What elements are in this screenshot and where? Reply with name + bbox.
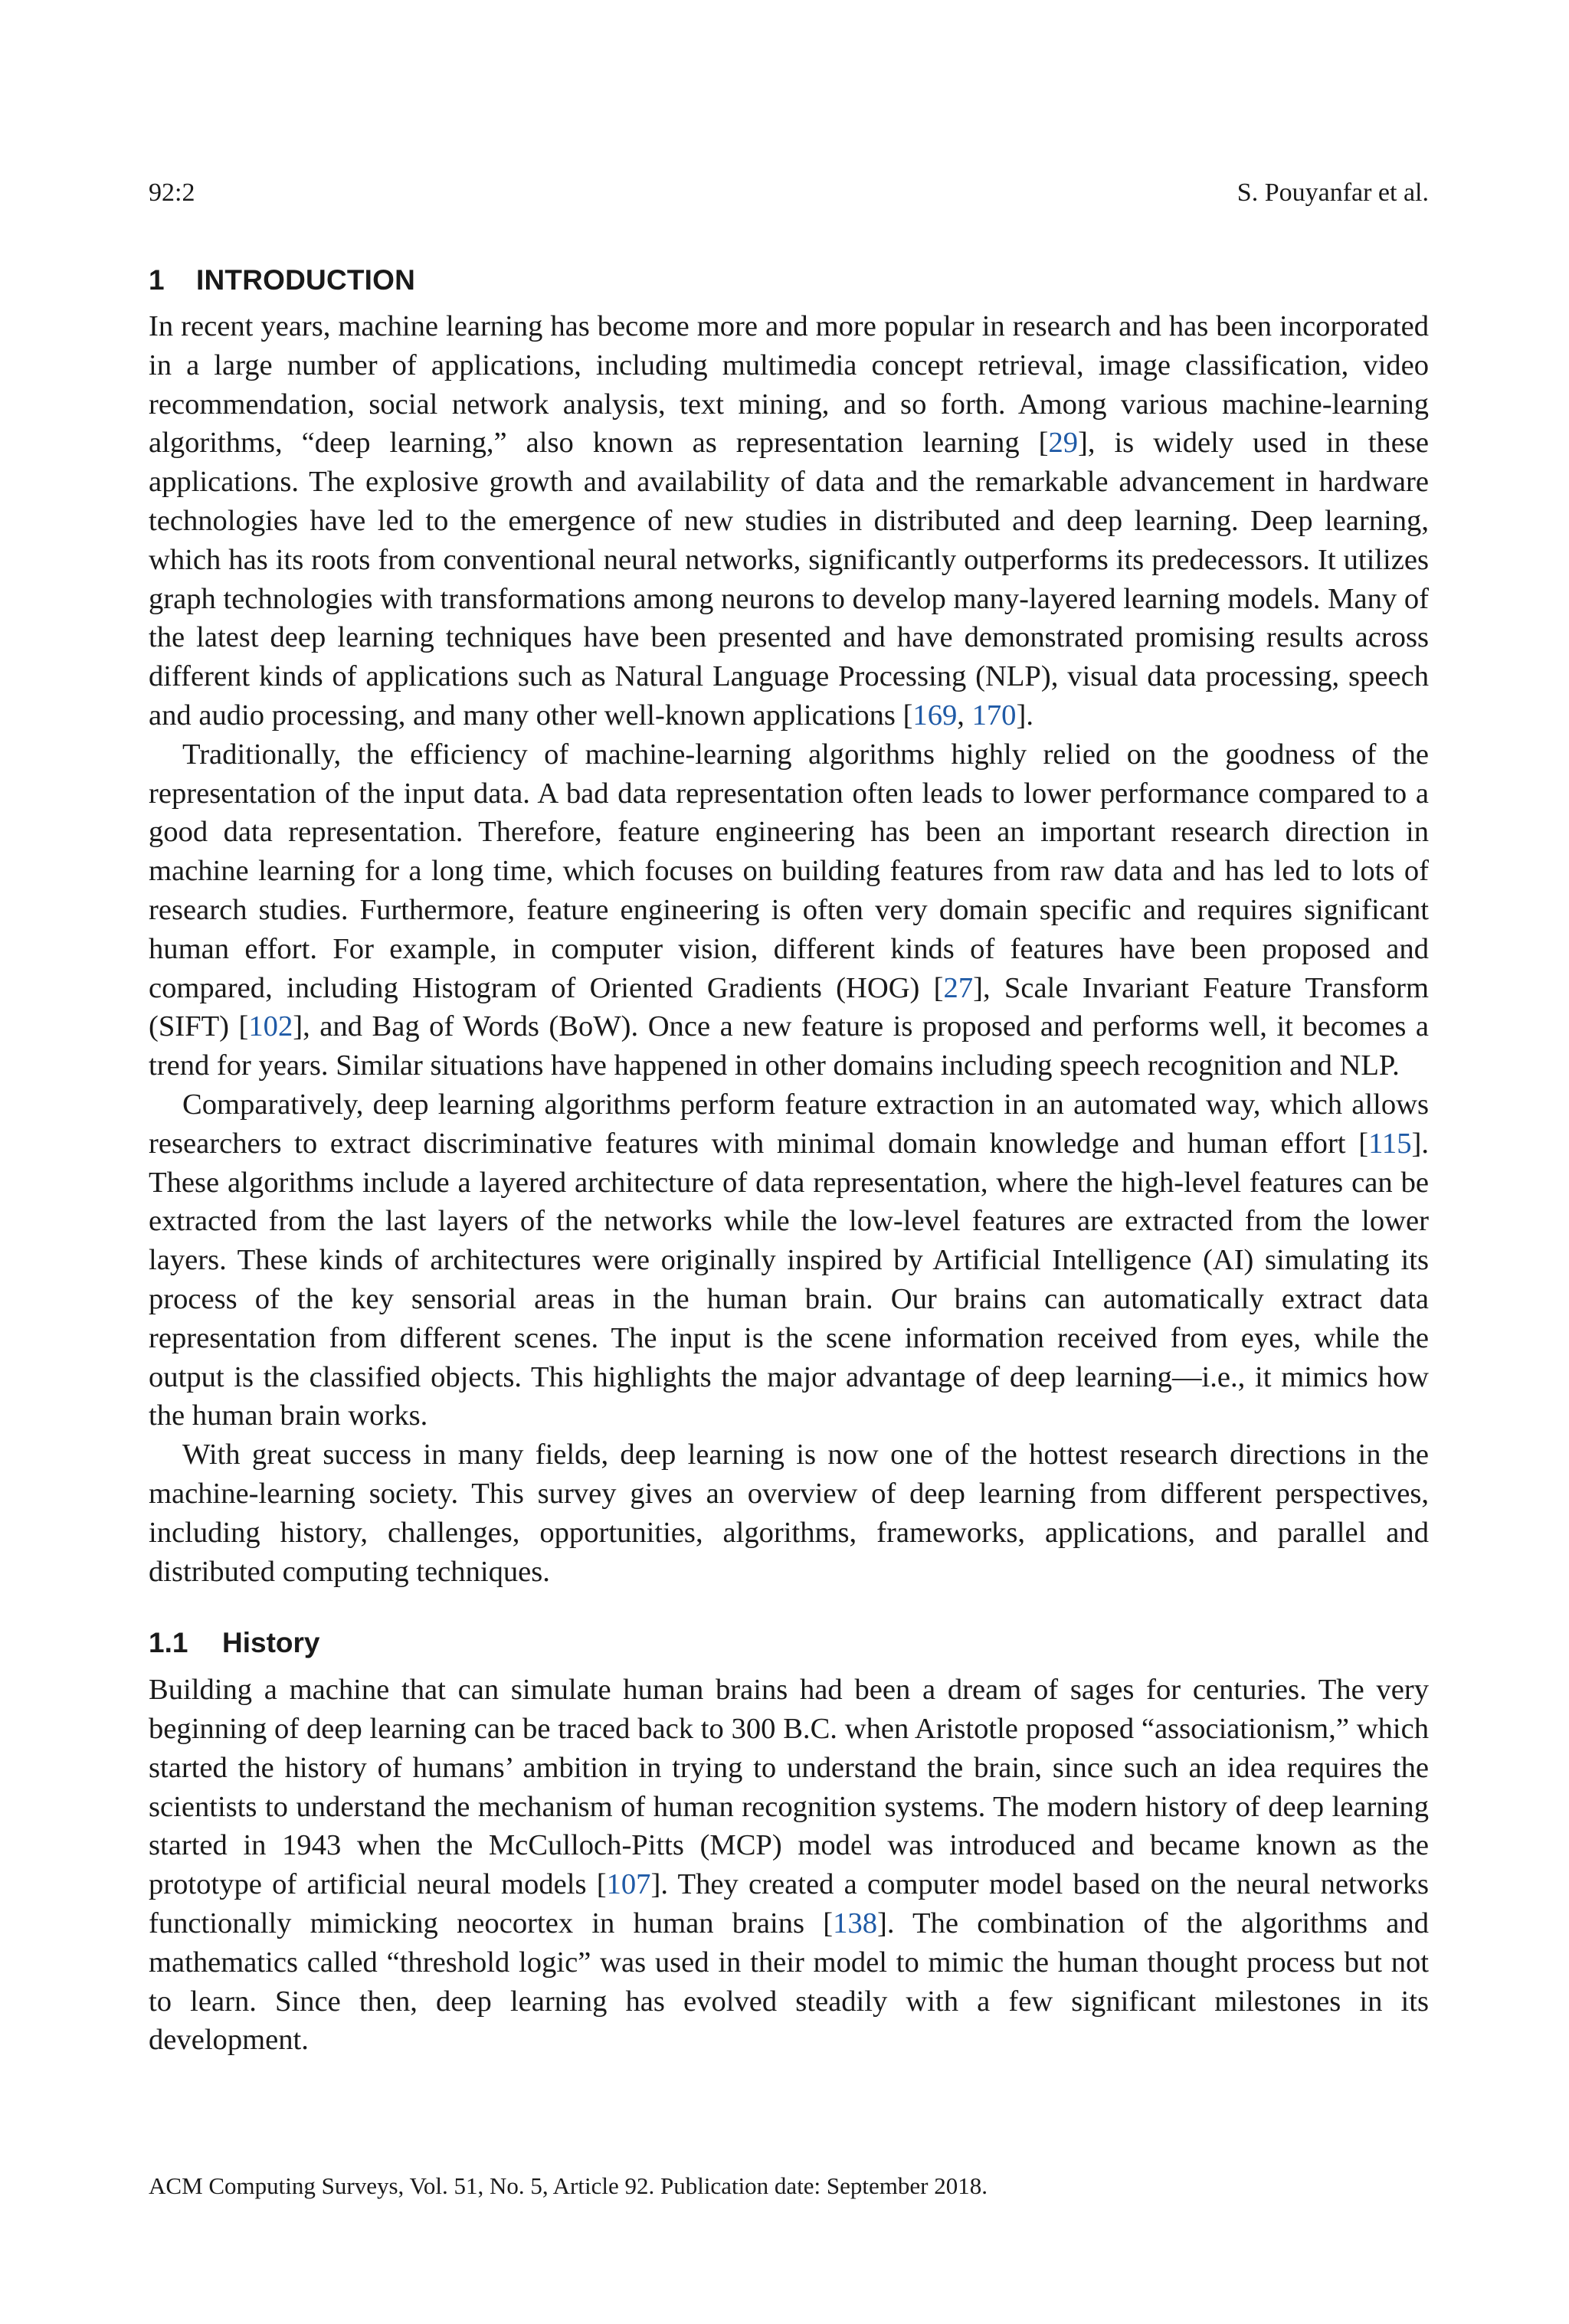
intro-paragraph-3 <box>149 1085 1429 1435</box>
citation-link-29[interactable]: 29 <box>1048 427 1079 460</box>
citation-link-115[interactable]: 115 <box>1368 1127 1412 1160</box>
subsection-title: History <box>222 1627 320 1659</box>
subsection-number: 1.1 <box>149 1627 188 1659</box>
text-run: With great success in many fields, deep learning is now one of the hottest research directions in the machine-learning society. This survey gives an overview of deep learning from different perspectives, including history, challenges, opportunities, algorithms, frameworks, applications, and parallel and distributed computing techniques. <box>149 1439 1429 1588</box>
citation-link-27[interactable]: 27 <box>943 971 974 1004</box>
section-number: 1 <box>149 264 165 296</box>
text-run: ]. They created a computer model based on the neural networks functionally mimicking neocortex in human brains [ <box>149 1868 1429 1940</box>
section-title: INTRODUCTION <box>196 264 416 296</box>
text-run: In recent years, machine learning has become more and more popular in research and has been incorporated in a large number of applications, including multimedia concept retrieval, image classification, video recommendation, social network analysis, text mining, and so forth. Among various machine-learning algorithms, “deep learning,” also known as representation learning [ <box>149 310 1429 460</box>
text-run: Traditionally, the efficiency of machine-learning algorithms highly relied on the goodness of the representation of the input data. A bad data representation often leads to lower performance compared to a good data representation. Therefore, feature engineering has been an important research direction in machine learning for a long time, which focuses on building features from raw data and has led to lots of research studies. Furthermore, feature engineering is often very domain specific and requires significant human effort. For example, in computer vision, different kinds of features have been proposed and compared, including Histogram of Oriented Gradients (HOG) [ <box>149 738 1429 1004</box>
text-run: Building a machine that can simulate human brains had been a dream of sages for centuries. The very beginning of deep learning can be traced back to 300 B.C. when Aristotle proposed “associationism,” which started the history of humans’ ambition in trying to understand the brain, since such an idea requires the scientists to understand the mechanism of human recognition systems. The modern history of deep learning started in 1943 when the McCulloch-Pitts (MCP) model was introduced and became known as the prototype of artificial neural models [ <box>149 1674 1429 1901</box>
history-paragraph-1 <box>149 1671 1429 2060</box>
citation-link-107[interactable]: 107 <box>606 1868 651 1901</box>
page-number: 92:2 <box>149 178 195 207</box>
text-run: ], is widely used in these applications. The explosive growth and availability of data and the remarkable advancement in hardware technologies have led to the emergence of new studies in distributed and deep learning. Deep learning, which has its roots from conventional neural networks, significantly outperforms its predecessors. It utilizes graph technologies with transformations among neurons to develop many-layered learning models. Many of the latest deep learning techniques have been presented and have demonstrated promising results across different kinds of applications such as Natural Language Processing (NLP), visual data processing, speech and audio processing, and many other well-known applications [ <box>149 427 1429 732</box>
intro-paragraph-4 <box>149 1435 1429 1591</box>
text-run: ], and Bag of Words (BoW). Once a new feature is proposed and performs well, it becomes a trend for years. Similar situations have happened in other domains including speech recognition and NLP. <box>149 1010 1429 1082</box>
citation-link-170[interactable]: 170 <box>971 699 1017 732</box>
intro-paragraph-2 <box>149 735 1429 1085</box>
section-heading-introduction <box>149 262 1429 299</box>
text-run: Comparatively, deep learning algorithms perform feature extraction in an automated way, which allows researchers to extract discriminative features with minimal domain knowledge and human effort [ <box>149 1088 1429 1160</box>
text-run: ]. The combination of the algorithms and mathematics called “threshold logic” was used in their model to mimic the human thought process but not to learn. Since then, deep learning has evolved steadily with a few significant milestones in its development. <box>149 1907 1429 2057</box>
text-run: , <box>957 699 972 732</box>
text-run: ]. <box>1016 699 1033 732</box>
citation-link-169[interactable]: 169 <box>912 699 958 732</box>
subsection-heading-history <box>149 1625 1429 1661</box>
article-body <box>149 262 1429 2060</box>
text-run: ], Scale Invariant Feature Transform (SIFT) [ <box>149 971 1429 1043</box>
text-run: ]. These algorithms include a layered architecture of data representation, where the high-level features can be extracted from the last layers of the networks while the low-level features are extracted from the lower layers. These kinds of architectures were originally inspired by Artificial Intelligence (AI) simulating its process of the key sensorial areas in the human brain. Our brains can automatically extract data representation from different scenes. The input is the scene information received from eyes, while the output is the classified objects. This highlights the major advantage of deep learning—i.e., it mimics how the human brain works. <box>149 1127 1429 1432</box>
citation-link-102[interactable]: 102 <box>248 1010 293 1043</box>
citation-link-138[interactable]: 138 <box>833 1907 878 1940</box>
intro-paragraph-1 <box>149 307 1429 735</box>
running-authors: S. Pouyanfar et al. <box>1237 178 1429 207</box>
running-header <box>149 175 1429 211</box>
journal-footer: ACM Computing Surveys, Vol. 51, No. 5, Article 92. Publication date: September 2018. <box>149 2172 988 2199</box>
